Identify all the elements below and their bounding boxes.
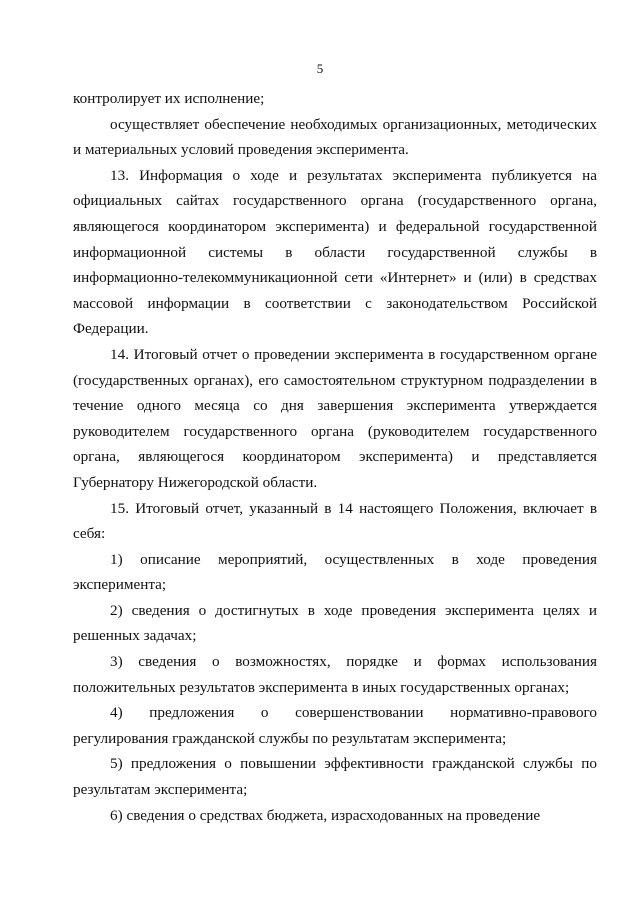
list-item-2: 2) сведения о достигнутых в ходе проведения эксперимента целях и решенных задачах;: [73, 601, 597, 645]
paragraph-support: осуществляет обеспечение необходимых организационных, методических и материальных условий проведения эксперимента.: [73, 115, 597, 159]
list-item-3: 3) сведения о возможностях, порядке и формах использования положительных результатов эксперимента в иных государственных органах;: [73, 653, 597, 696]
list-item-1: 1) описание мероприятий, осуществленных в ходе проведения эксперимента;: [73, 550, 597, 594]
paragraph-14: 14. Итоговый отчет о проведении эксперимента в государственном органе (государственных органах), его самостоятельном структурном подразделении в течение одного месяца со дня завершения эксперимента утверждается руководителем государственного органа (руководителем государственного органа, являющегося координатором эксперимента) и представляется Губернатору Нижегородской области.: [73, 345, 597, 491]
list-item-4: 4) предложения о совершенствовании нормативно-правового регулирования гражданской службы по результатам эксперимента;: [73, 704, 597, 747]
list-item-5: 5) предложения о повышении эффективности гражданской службы по результатам эксперимента;: [73, 755, 597, 799]
page-number: 5: [316, 61, 324, 76]
document-body: [73, 86, 597, 828]
list-item-6: 6) сведения о средствах бюджета, израсходованных на проведение: [110, 806, 541, 824]
paragraph-continuation: контролирует их исполнение;: [73, 90, 265, 107]
paragraph-15: 15. Итоговый отчет, указанный в 14 настоящего Положения, включает в себя:: [73, 499, 597, 543]
paragraph-13: 13. Информация о ходе и результатах эксперимента публикуется на официальных сайтах государственного органа (государственного органа, являющегося координатором эксперимента) и федеральной государственной информационной системы в области государственной службы в информационно-телекоммуникационной сети «Интернет» и (или) в средствах массовой информации в соответствии с законодательством Российской Федерации.: [73, 166, 597, 338]
